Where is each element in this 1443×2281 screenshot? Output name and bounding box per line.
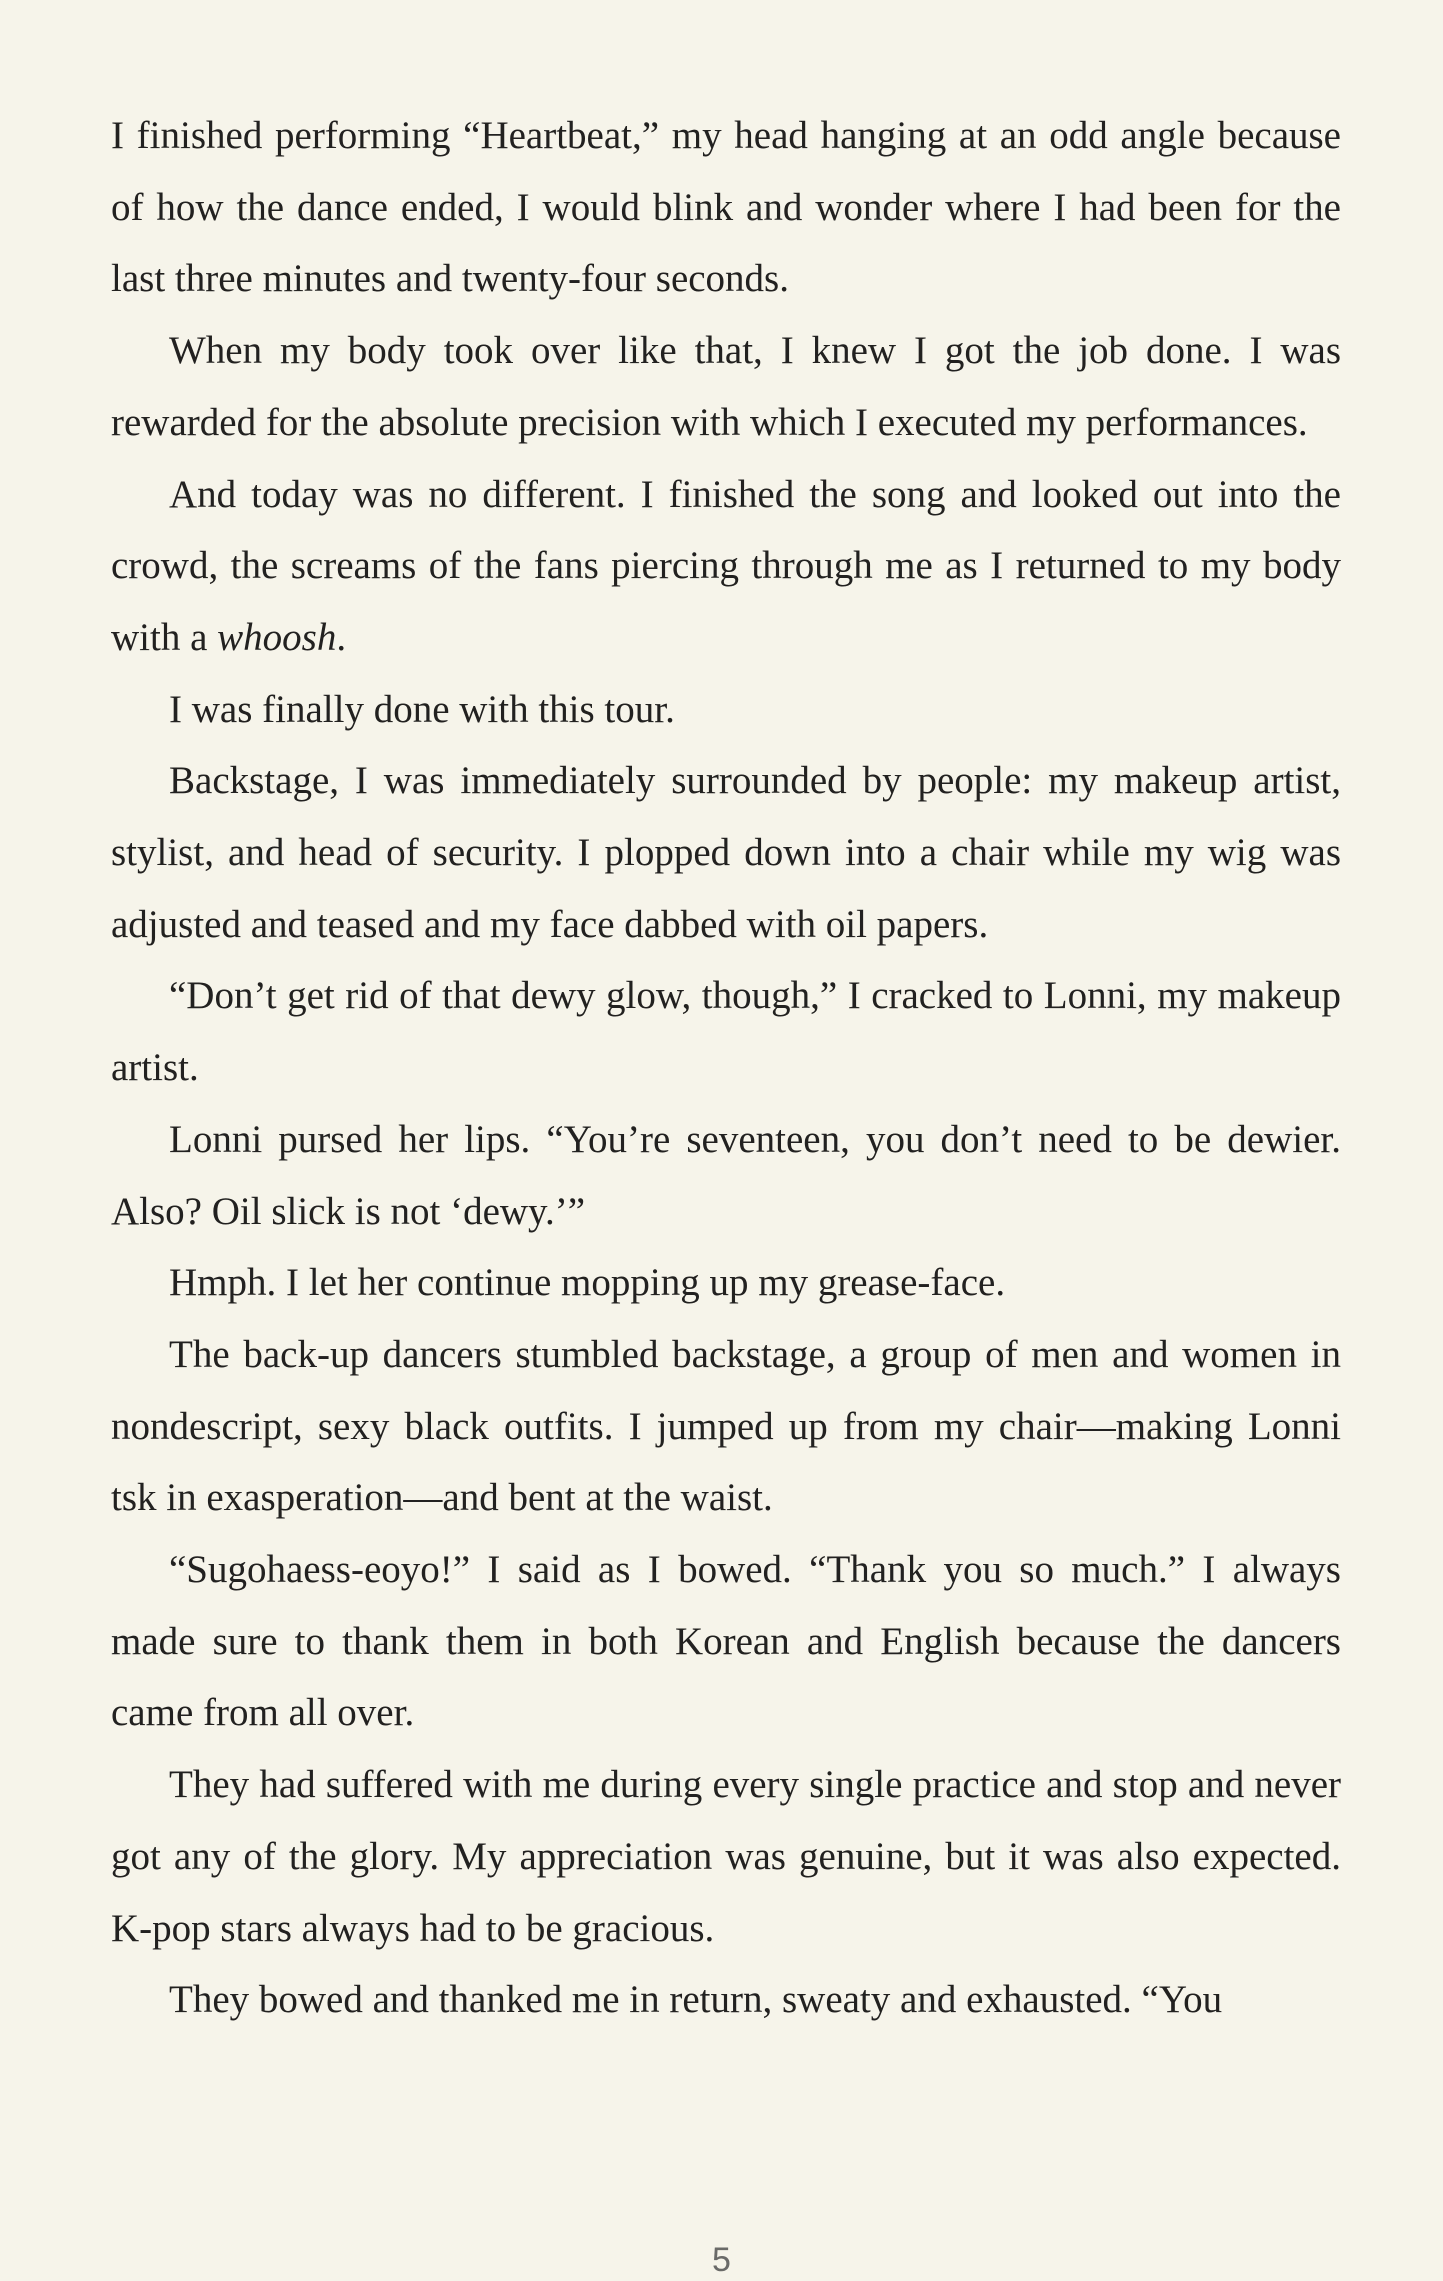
page-number: 5 (712, 2241, 731, 2279)
paragraph: They had suffered with me during every single practice and stop and never got any of the glory. My appreciation was genuine, but it was also expected. K-pop stars always had to be gracious. (111, 1763, 1341, 1950)
paragraph: They bowed and thanked me in return, sweaty and exhausted. “You (169, 1978, 1223, 2022)
body-text (111, 100, 1341, 2036)
italic-word: whoosh (217, 615, 337, 659)
paragraph: Backstage, I was immediately surrounded by people: my makeup artist, stylist, and head of security. I plopped down into a chair while my wig was adjusted and teased and my face dabbed with oil papers. (111, 759, 1341, 946)
paragraph: “Don’t get rid of that dewy glow, though,” I cracked to Lonni, my makeup artist. (111, 974, 1341, 1090)
paragraph: And today was no different. I finished the song and looked out into the crowd, the screams of the fans piercing through me as I returned to my body with a whoosh. (111, 472, 1341, 659)
paragraph: I finished performing “Heartbeat,” my head hanging at an odd angle because of how the dance ended, I would blink and wonder where I had been for the last three minutes and twenty-four seconds. (111, 114, 1341, 301)
paragraph: When my body took over like that, I knew I got the job done. I was rewarded for the absolute precision with which I executed my performances. (111, 329, 1341, 444)
paragraph: The back-up dancers stumbled backstage, a group of men and women in nondescript, sexy black outfits. I jumped up from my chair—making Lonni tsk in exasperation—and bent at the waist. (111, 1332, 1341, 1520)
paragraph: Hmph. I let her continue mopping up my grease-face. (169, 1261, 1006, 1305)
paragraph: I was finally done with this tour. (169, 687, 675, 731)
paragraph: “Sugohaess-eoyo!” I said as I bowed. “Thank you so much.” I always made sure to thank them in both Korean and English because the dancers came from all over. (111, 1548, 1341, 1735)
paragraph: Lonni pursed her lips. “You’re seventeen, you don’t need to be dewier. Also? Oil slick is not ‘dewy.’” (111, 1117, 1341, 1233)
